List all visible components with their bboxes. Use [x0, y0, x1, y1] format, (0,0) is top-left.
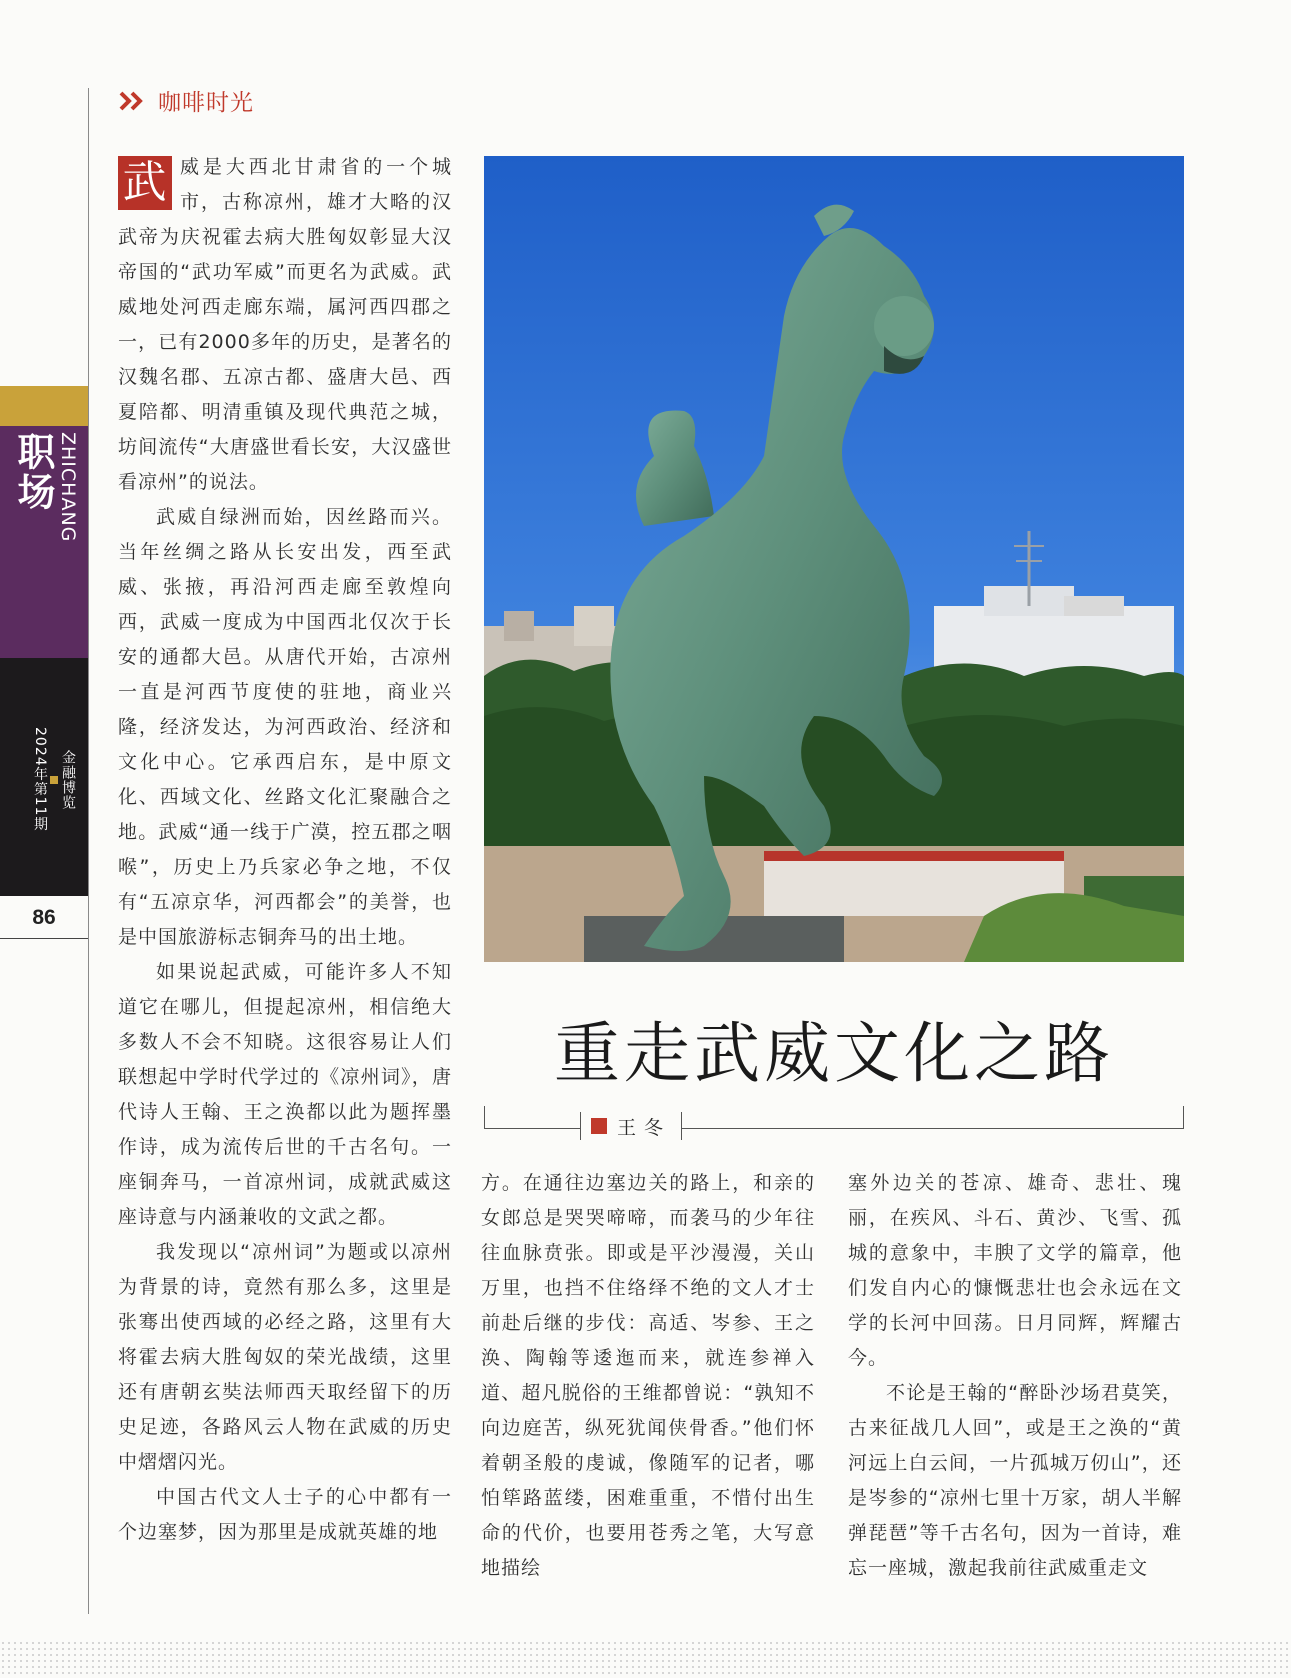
section-label-en: ZHICHANG: [57, 432, 79, 543]
separator-square-icon: [50, 776, 58, 784]
paragraph: 我发现以“凉州词”为题或以凉州为背景的诗，竟然有那么多，这里是张骞出使西域的必经之路，这里有大将霍去病大胜匈奴的荣光战绩，这里还有唐朝玄奘法师西天取经留下的历史足迹，各路风云人物在武威的历史中熠熠闪光。: [118, 1241, 452, 1473]
section-label: [11, 432, 79, 652]
magazine-issue: [30, 672, 78, 887]
article-column-1: [118, 150, 452, 1550]
page-number: 86: [32, 906, 56, 929]
section-label-cn: 职场: [11, 432, 55, 512]
paragraph: 如果说起武威，可能许多人不知道它在哪儿，但提起凉州，相信绝大多数人不会不知晓。这很容易让人们联想起中学时代学过的《凉州词》，唐代诗人王翰、王之涣都以此为题挥墨作诗，成为流传后世的千古名句。一座铜奔马，一首凉州词，成就武威这座诗意与内涵兼收的文武之都。: [118, 961, 452, 1228]
halftone-dot-border: [0, 1640, 1291, 1678]
article-column-2: [481, 1166, 815, 1586]
paragraph: 塞外边关的苍凉、雄奇、悲壮、瑰丽，在疾风、斗石、黄沙、飞雪、孤城的意象中，丰腴了文学的篇章，他们发自内心的慷慨悲壮也会永远在文学的长河中回荡。日月同辉，辉耀古今。: [848, 1172, 1182, 1369]
paragraph-text: 威是大西北甘肃省的一个城市，古称凉州，雄才大略的汉武帝为庆祝霍去病大胜匈奴彰显大汉帝国的“武功军威”而更名为武威。武威地处河西走廊东端，属河西四郡之一，已有2000多年的历史，是著名的汉魏名郡、五凉古都、盛唐大邑、西夏陪都、明清重镇及现代典范之城，坊间流传“大唐盛世看长安，大汉盛世看凉州”的说法。: [118, 156, 452, 493]
column-header: [118, 84, 254, 117]
paragraph: 武威自绿洲而始，因丝路而兴。当年丝绸之路从长安出发，西至武威、张掖，再沿河西走廊至敦煌向西，武威一度成为中国西北仅次于长安的通都大邑。从唐代开始，古凉州一直是河西节度使的驻地，商业兴隆，经济发达，为河西政治、经济和文化中心。它承西启东，是中原文化、西域文化、丝路文化汇聚融合之地。武威“通一线于广漠，控五郡之咽喉”，历史上乃兵家必争之地，不仅有“五凉京华，河西都会”的美誉，也是中国旅游标志铜奔马的出土地。: [118, 506, 452, 948]
author-name: 王冬: [617, 1116, 672, 1139]
issue-label: 2024年第11期: [32, 727, 48, 832]
margin-rule: [88, 88, 89, 1614]
byline-rule-left-tick: [484, 1106, 485, 1128]
drop-cap: 武: [118, 156, 172, 210]
column-title: 咖啡时光: [158, 90, 254, 116]
page-number-rule: [0, 938, 88, 939]
article-column-3: [848, 1166, 1182, 1586]
byline: [580, 1112, 682, 1140]
magazine-name: 金融博览: [60, 749, 76, 810]
paragraph: 不论是王翰的“醉卧沙场君莫笑，古来征战几人回”，或是王之涣的“黄河远上白云间，一片孤城万仞山”，还是岑参的“凉州七里十万家，胡人半解弹琵琶”等千古名句，因为一首诗，难忘一座城，激起我前往武威重走文: [848, 1382, 1182, 1579]
double-chevron-right-icon: [118, 89, 150, 113]
author-marker-icon: [591, 1118, 607, 1134]
bronze-horse-photo: [484, 156, 1184, 962]
byline-rule-right-tick: [1183, 1106, 1184, 1128]
paragraph: 中国古代文人士子的心中都有一个边塞梦，因为那里是成就英雄的地: [118, 1486, 452, 1543]
paragraph: 方。在通往边塞边关的路上，和亲的女郎总是哭哭啼啼，而袭马的少年往往血脉贲张。即或是平沙漫漫，关山万里，也挡不住络绎不绝的文人才士前赴后继的步伐：高适、岑参、王之涣、陶翰等逶迤而来，就连参禅入道、超凡脱俗的王维都曾说：“孰知不向边庭苦，纵死犹闻侠骨香。”他们怀着朝圣般的虔诚，像随军的记者，哪怕筚路蓝缕，困难重重，不惜付出生命的代价，也要用苍秀之笔，大写意地描绘: [481, 1172, 815, 1579]
sidebar-gold-band: [0, 386, 88, 426]
paragraph: [118, 150, 452, 500]
article-title: 重走武威文化之路: [554, 1015, 1114, 1092]
